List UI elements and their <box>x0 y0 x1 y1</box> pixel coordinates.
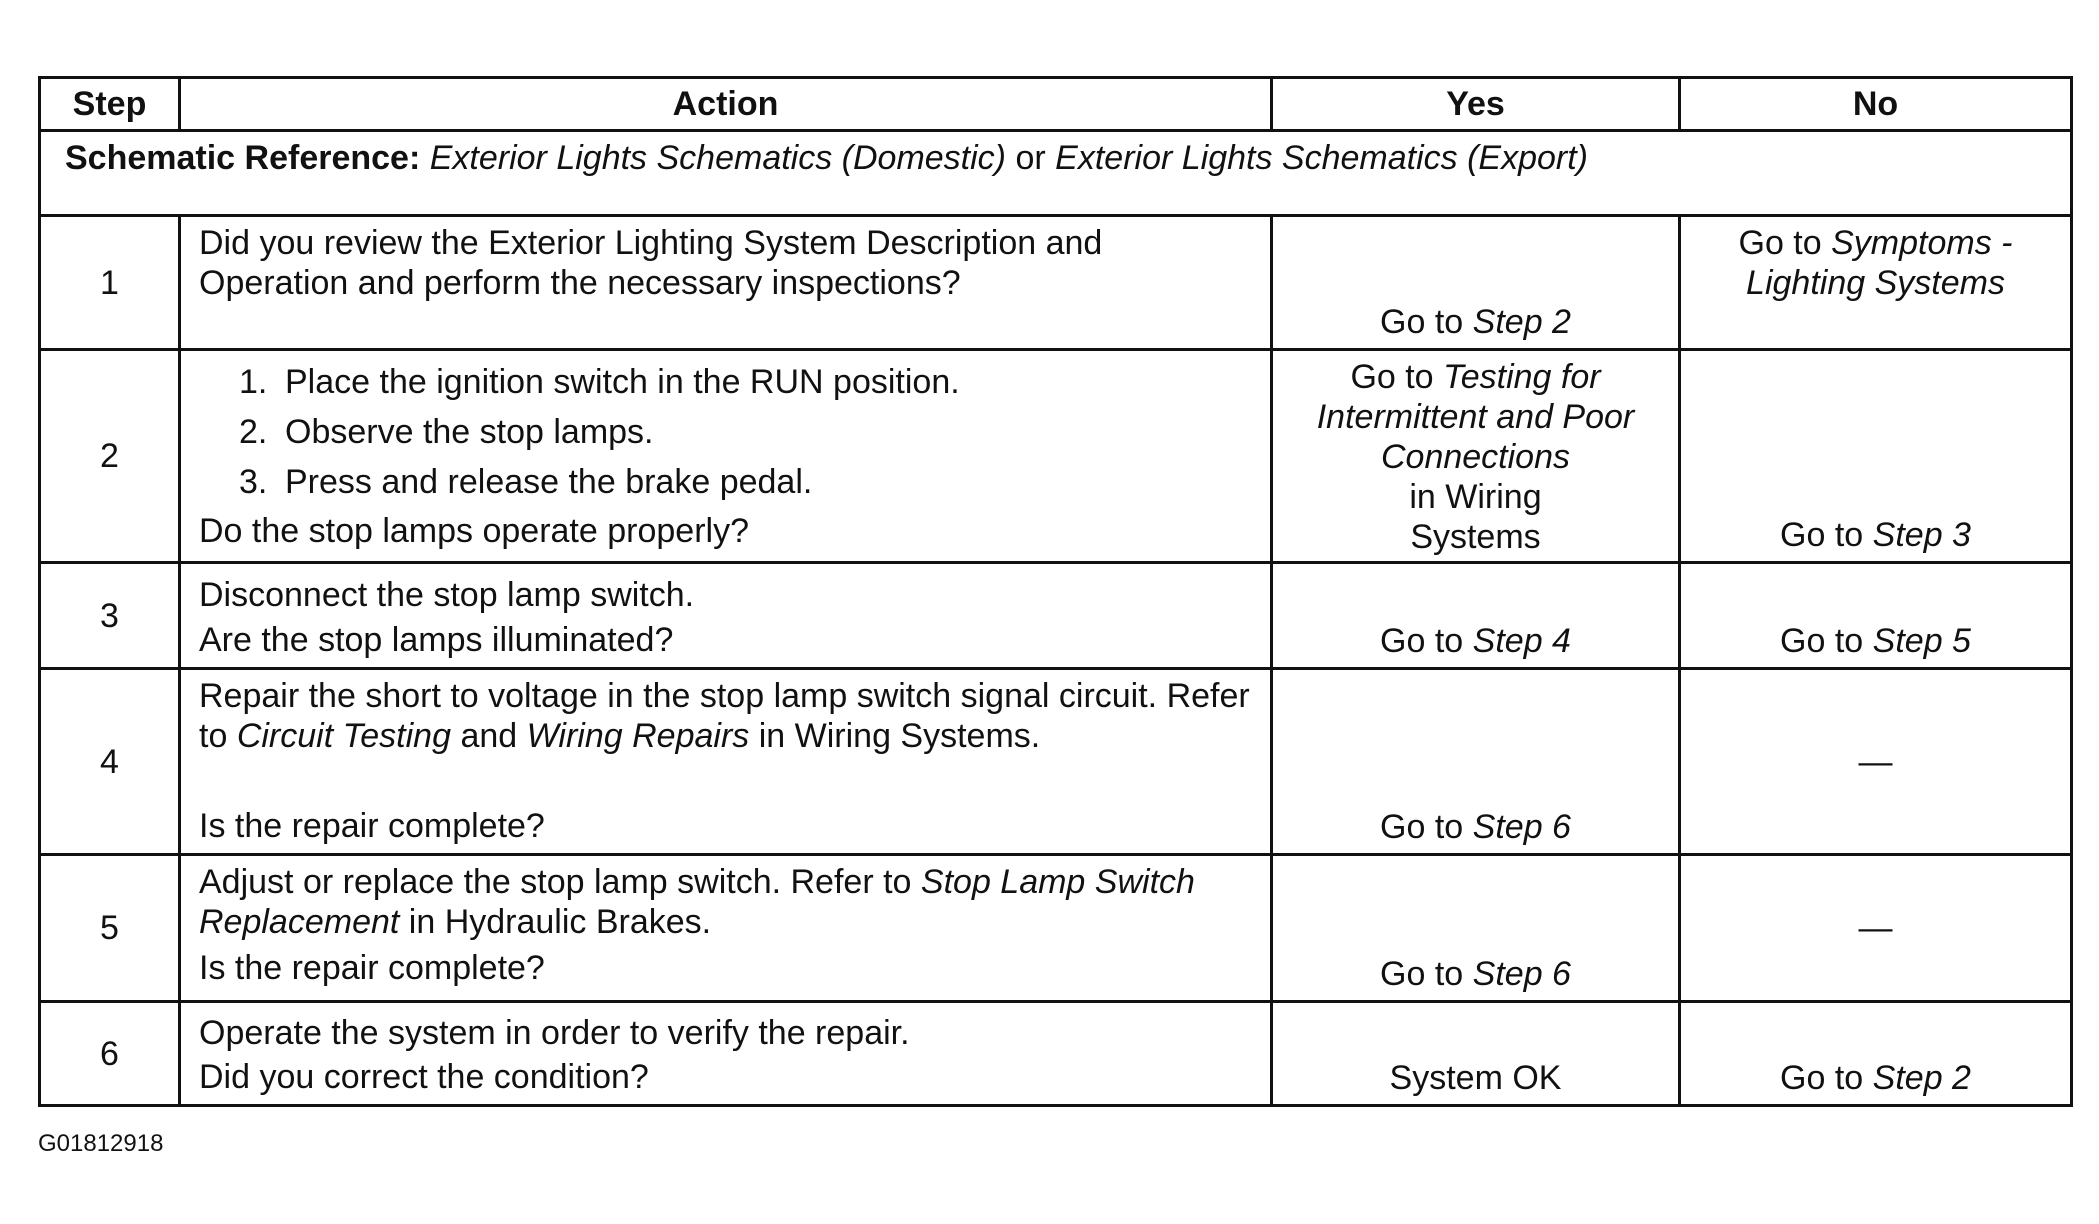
yes-instruction <box>1273 807 1678 847</box>
table-row <box>40 855 2072 1002</box>
header-no: No <box>1680 78 2072 131</box>
step-number: 3 <box>40 563 180 669</box>
diagnostic-table <box>38 76 2073 1107</box>
action-ref-circuit-testing: Circuit Testing <box>236 717 451 755</box>
yes-cell <box>1272 216 1680 350</box>
yes-instruction: System OK <box>1389 1059 1562 1097</box>
substep-num: 1. <box>239 363 268 401</box>
substep-text: Observe the stop lamps. <box>285 413 654 451</box>
action-cell <box>180 1002 1272 1106</box>
yes-prefix: Go to <box>1380 303 1464 341</box>
yes-prefix: Go to <box>1380 955 1464 993</box>
schematic-row <box>40 131 2072 216</box>
yes-cell <box>1272 855 1680 1002</box>
yes-instruction <box>1273 351 1678 557</box>
no-cell <box>1680 855 2072 1002</box>
action-cell <box>180 855 1272 1002</box>
action-ref-wiring-repairs: Wiring Repairs <box>526 717 750 755</box>
action-pre: Repair the short to voltage in the stop lamp switch signal circuit. Refer to <box>199 677 1250 755</box>
action-question: Did you correct the condition? <box>199 1058 649 1096</box>
no-instruction <box>1681 515 2070 555</box>
no-instruction <box>1681 1058 2070 1098</box>
no-cell <box>1680 563 2072 669</box>
table-row <box>40 563 2072 669</box>
no-instruction <box>1681 621 2070 661</box>
yes-prefix: Go to <box>1380 808 1464 846</box>
step-number: 2 <box>40 350 180 563</box>
no-ref: Step 2 <box>1872 1059 1971 1097</box>
no-cell <box>1680 216 2072 350</box>
yes-ref: Step 6 <box>1472 808 1571 846</box>
action-post: in Hydraulic Brakes. <box>408 903 712 941</box>
yes-instruction <box>1273 621 1678 661</box>
table-row <box>40 216 2072 350</box>
substep-item <box>239 457 1252 507</box>
no-cell <box>1680 669 2072 855</box>
step-number: 1 <box>40 216 180 350</box>
action-text <box>199 862 1252 942</box>
step-number: 6 <box>40 1002 180 1106</box>
no-cell <box>1680 1002 2072 1106</box>
action-text: Did you review the Exterior Lighting System Description and Operation and perform the necessary inspections? <box>199 224 1103 302</box>
action-question: Is the repair complete? <box>199 807 545 845</box>
substep-num: 3. <box>239 463 268 501</box>
yes-suffix: in Wiring Systems <box>1409 478 1542 556</box>
header-action: Action <box>180 78 1272 131</box>
substep-text: Press and release the brake pedal. <box>285 463 813 501</box>
no-ref: Step 3 <box>1872 516 1971 554</box>
schematic-reference <box>40 131 2072 216</box>
action-text <box>199 676 1252 756</box>
yes-instruction <box>1273 302 1678 342</box>
action-cell <box>180 350 1272 563</box>
schematic-ref-domestic: Exterior Lights Schematics (Domestic) <box>429 139 1007 177</box>
no-prefix: Go to <box>1738 224 1822 262</box>
substep-item <box>239 407 1252 457</box>
no-instruction <box>1681 217 2070 303</box>
substep-num: 2. <box>239 413 268 451</box>
yes-cell <box>1272 563 1680 669</box>
no-prefix: Go to <box>1780 516 1864 554</box>
yes-ref: Step 2 <box>1472 303 1571 341</box>
action-and: and <box>460 717 518 755</box>
no-cell <box>1680 350 2072 563</box>
action-question: Are the stop lamps illuminated? <box>199 621 674 659</box>
action-ref-stop-lamp-switch-replacement: Stop Lamp Switch Replacement <box>199 863 1195 941</box>
yes-instruction <box>1273 954 1678 994</box>
header-row <box>40 78 2072 131</box>
table-row <box>40 350 2072 563</box>
action-cell <box>180 563 1272 669</box>
action-text: Operate the system in order to verify the repair. <box>199 1014 910 1052</box>
yes-prefix: Go to <box>1350 358 1434 396</box>
header-yes: Yes <box>1272 78 1680 131</box>
no-dash: — <box>1858 742 1893 781</box>
step-number: 4 <box>40 669 180 855</box>
action-pre: Adjust or replace the stop lamp switch. Refer to <box>199 863 912 901</box>
substep-list <box>199 357 1252 507</box>
no-ref: Step 5 <box>1872 622 1971 660</box>
figure-id: G01812918 <box>38 1130 164 1157</box>
table-row <box>40 669 2072 855</box>
action-question: Is the repair complete? <box>199 949 545 987</box>
yes-ref: Step 6 <box>1472 955 1571 993</box>
table-row <box>40 1002 2072 1106</box>
action-cell <box>180 216 1272 350</box>
action-text: Disconnect the stop lamp switch. <box>199 576 695 614</box>
yes-ref: Step 4 <box>1472 622 1571 660</box>
no-ref: Symptoms - Lighting Systems <box>1746 224 2013 302</box>
yes-cell <box>1272 350 1680 563</box>
yes-ref: Testing for Intermittent and Poor Connections <box>1316 358 1635 476</box>
yes-prefix: Go to <box>1380 622 1464 660</box>
step-number: 5 <box>40 855 180 1002</box>
no-prefix: Go to <box>1780 622 1864 660</box>
yes-cell <box>1272 1002 1680 1106</box>
header-step: Step <box>40 78 180 131</box>
schematic-ref-export: Exterior Lights Schematics (Export) <box>1055 139 1588 177</box>
substep-text: Place the ignition switch in the RUN position. <box>285 363 960 401</box>
no-dash: — <box>1858 909 1893 947</box>
action-post: in Wiring Systems. <box>758 717 1041 755</box>
action-question: Do the stop lamps operate properly? <box>199 512 749 550</box>
schematic-or: or <box>1015 139 1046 177</box>
schematic-label: Schematic Reference: <box>65 139 421 177</box>
yes-cell <box>1272 669 1680 855</box>
substep-item <box>239 357 1252 407</box>
action-cell <box>180 669 1272 855</box>
no-prefix: Go to <box>1780 1059 1864 1097</box>
